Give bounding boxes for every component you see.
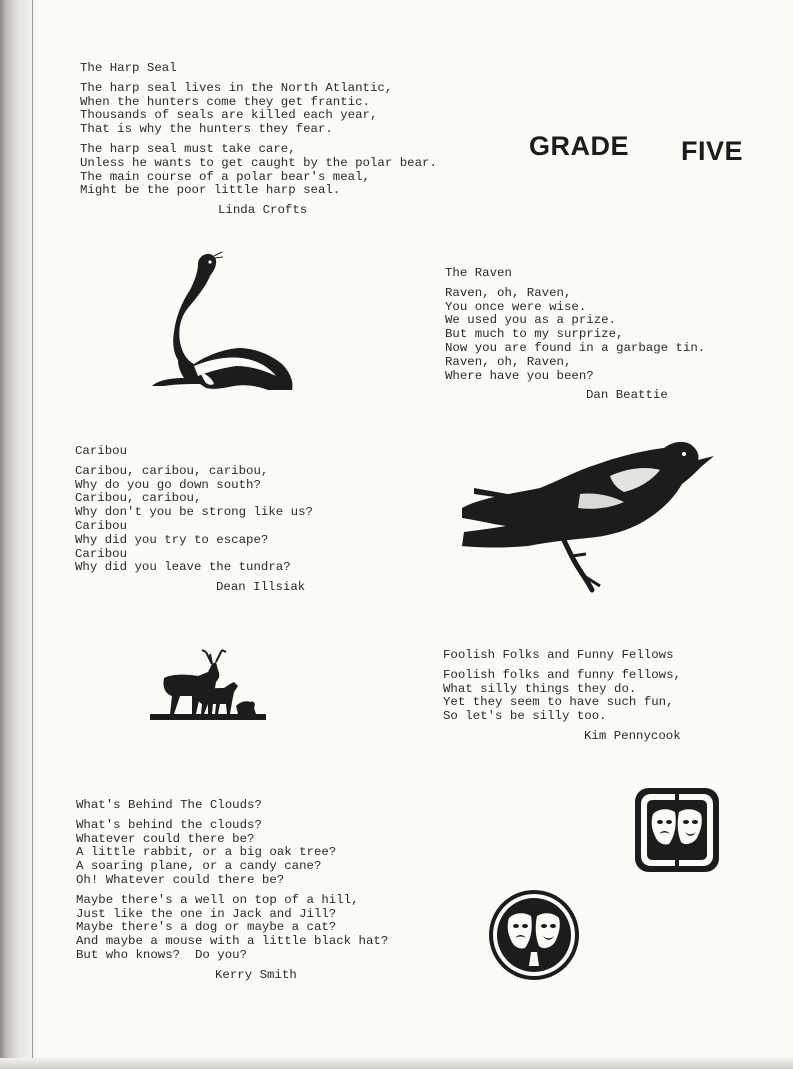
poem-line: But who knows? Do you? — [76, 947, 248, 962]
poem-line: Yet they seem to have such fun, — [443, 695, 674, 710]
poem-title: Caribou — [75, 444, 128, 458]
five-heading: FIVE — [681, 136, 744, 166]
poem-line: Why don't you be strong like us? — [75, 505, 313, 520]
poem-caribou — [75, 445, 313, 595]
poem-author: Kerry Smith — [215, 967, 297, 982]
poem-line: Where have you been? — [445, 368, 594, 383]
poem-line: Caribou — [75, 546, 128, 561]
stanza — [76, 894, 388, 963]
poem-line: Caribou, caribou, caribou, — [75, 463, 269, 478]
poem-line: The main course of a polar bear's meal, — [80, 169, 370, 184]
poem-title: The Harp Seal — [80, 61, 177, 75]
poem-line: So let's be silly too. — [443, 709, 607, 724]
poem-line: Why did you try to escape? — [75, 532, 269, 547]
poem-line: What's behind the clouds? — [76, 817, 262, 832]
theatre-masks-emblem — [629, 782, 725, 878]
stanza — [445, 287, 705, 384]
poem-line: Maybe there's a well on top of a hill, — [76, 892, 359, 907]
seal-illustration — [150, 250, 295, 392]
poem-line: Caribou — [75, 518, 128, 533]
poem-line: That is why the hunters they fear. — [80, 122, 333, 137]
poem-line: Unless he wants to get caught by the polar bear. — [80, 155, 437, 170]
poem-title: What's Behind The Clouds? — [76, 798, 262, 812]
poem-line: The harp seal lives in the North Atlantic, — [80, 80, 393, 95]
stanza — [443, 669, 681, 724]
page-binding-edge — [0, 0, 40, 1069]
poem-line: Now you are found in a garbage tin. — [445, 340, 706, 355]
poem-author: Dean Illsiak — [216, 580, 306, 595]
page-binding-line — [32, 0, 33, 1069]
stanza — [80, 143, 437, 198]
poem-line: A little rabbit, or a big oak tree? — [76, 845, 337, 860]
poem-line: Raven, oh, Raven, — [445, 354, 572, 369]
poem-line: Why do you go down south? — [75, 477, 261, 492]
poem-line: Oh! Whatever could there be? — [76, 872, 285, 887]
poem-line: And maybe a mouse with a little black hat? — [76, 934, 389, 949]
poem-line: Maybe there's a dog or maybe a cat? — [76, 920, 337, 935]
poem-author: Linda Crofts — [218, 203, 308, 218]
poem-line: Whatever could there be? — [76, 831, 255, 846]
stanza — [76, 819, 388, 888]
poem-line: Just like the one in Jack and Jill? — [76, 906, 337, 921]
poem-line: You once were wise. — [445, 299, 587, 314]
poem-author: Kim Pennycook — [584, 728, 681, 743]
caribou-illustration — [150, 648, 267, 724]
poem-title: The Raven — [445, 266, 512, 280]
poem-raven — [445, 267, 705, 403]
poem-line: Foolish folks and funny fellows, — [443, 667, 681, 682]
poem-line: The harp seal must take care, — [80, 141, 296, 156]
stanza — [80, 82, 437, 137]
poem-line: What silly things they do. — [443, 681, 637, 696]
poem-line: Raven, oh, Raven, — [445, 285, 572, 300]
grade-heading: GRADE — [529, 131, 630, 161]
raven-illustration — [460, 436, 718, 592]
poem-foolish-folks — [443, 649, 681, 744]
poem-line: But much to my surprize, — [445, 327, 624, 342]
poem-line: Might be the poor little harp seal. — [80, 183, 341, 198]
poem-behind-the-clouds — [76, 799, 388, 983]
theatre-masks-emblem — [487, 888, 581, 982]
poem-line: Why did you leave the tundra? — [75, 560, 291, 575]
poem-title: Foolish Folks and Funny Fellows — [443, 648, 674, 662]
poem-harp-seal — [80, 62, 437, 218]
poem-author: Dan Beattie — [586, 388, 668, 403]
poem-line: Caribou, caribou, — [75, 491, 202, 506]
page-bottom-edge — [0, 1058, 793, 1069]
poem-line: Thousands of seals are killed each year, — [80, 108, 378, 123]
stanza — [75, 465, 313, 575]
poem-line: When the hunters come they get frantic. — [80, 94, 370, 109]
poem-line: We used you as a prize. — [445, 313, 617, 328]
poem-line: A soaring plane, or a candy cane? — [76, 859, 322, 874]
